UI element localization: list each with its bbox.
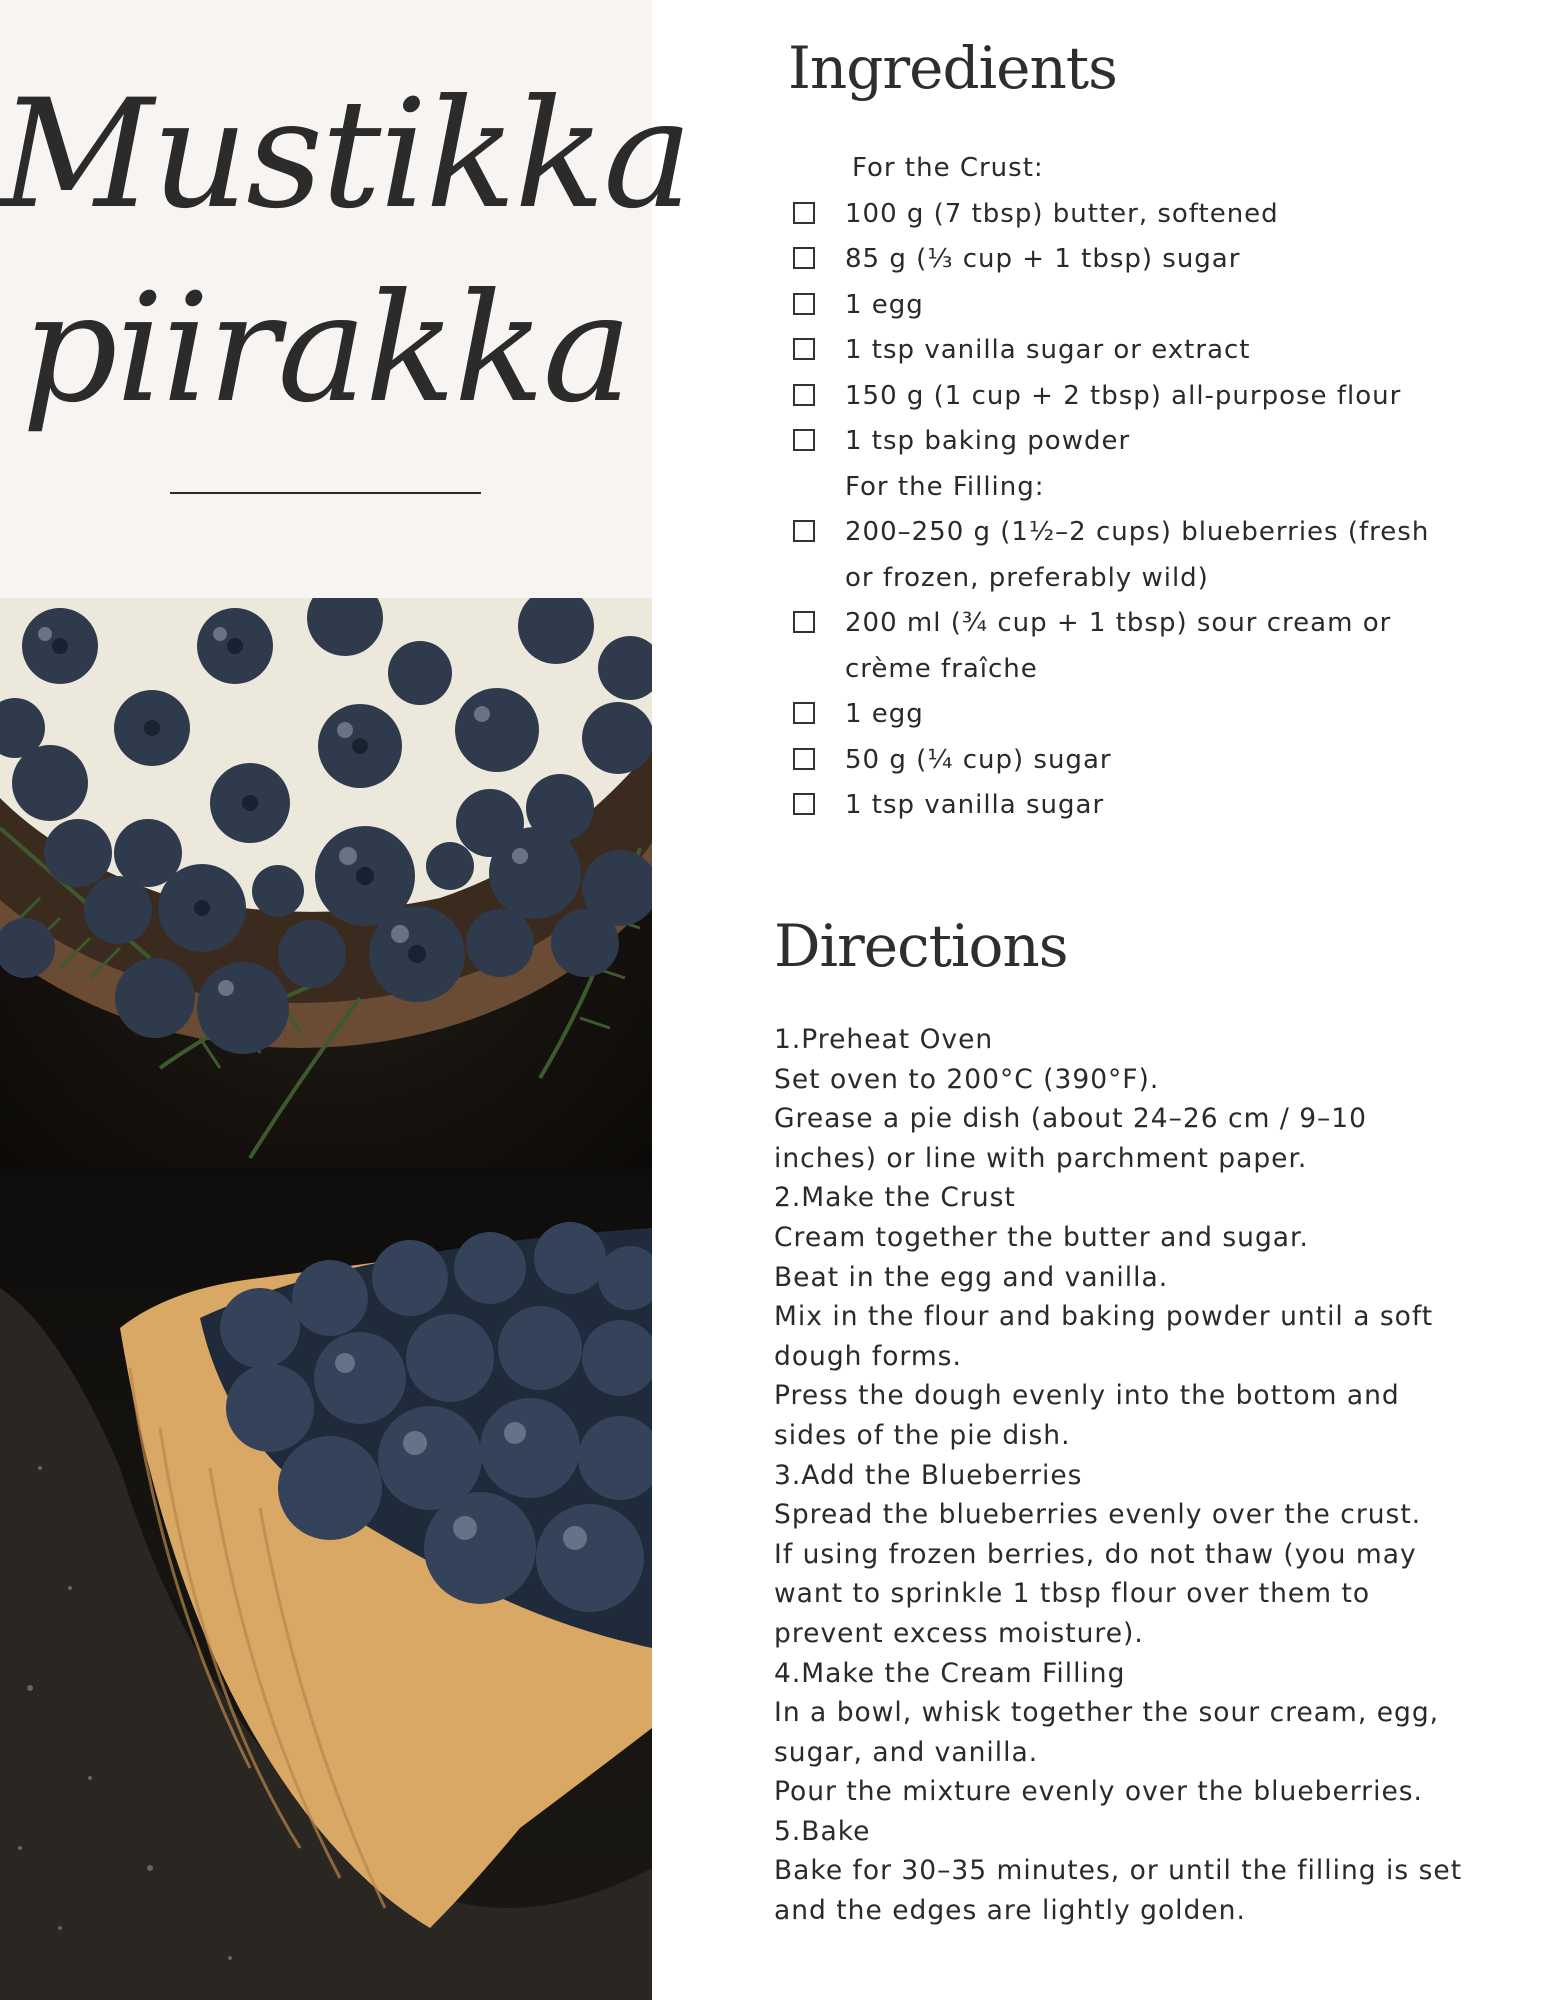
ingredient-item: [788, 328, 1488, 374]
ingredient-text: 1 tsp vanilla sugar: [845, 790, 1105, 820]
direction-line: and the edges are lightly golden.: [774, 1895, 1246, 1927]
blueberry-crown: [356, 867, 374, 885]
direction-step-title: 3.Add the Blueberries: [774, 1459, 1083, 1491]
blueberry: [292, 1260, 368, 1336]
highlight: [504, 1422, 526, 1444]
blueberry: [278, 1436, 382, 1540]
sugar-speck: [228, 1956, 232, 1960]
ingredient-text: 1 egg: [845, 699, 924, 729]
sugar-speck: [68, 1586, 72, 1590]
blueberry-crown: [352, 738, 368, 754]
direction-line: Mix in the flour and baking powder until a soft: [774, 1301, 1434, 1333]
checkbox-icon[interactable]: [793, 748, 815, 770]
ingredient-item: [788, 601, 1488, 647]
direction-line: In a bowl, whisk together the sour cream, egg,: [774, 1697, 1440, 1729]
directions-heading: Directions: [774, 912, 1068, 980]
sugar-speck: [38, 1466, 42, 1470]
blueberry: [551, 909, 619, 977]
ingredient-text: 100 g (7 tbsp) butter, softened: [845, 198, 1279, 229]
ingredient-item: [788, 374, 1488, 420]
blueberry: [84, 876, 152, 944]
blueberry: [115, 958, 195, 1038]
direction-line: inches) or line with parchment paper.: [774, 1142, 1308, 1174]
recipe-title-line-1: Mustikka: [0, 68, 691, 242]
photo2-illustration: [0, 1168, 652, 2000]
direction-line: Set oven to 200°C (390°F).: [774, 1063, 1160, 1095]
ingredients-list: [788, 146, 1488, 829]
ingredient-item: [788, 419, 1488, 465]
sugar-speck: [27, 1685, 33, 1691]
ingredient-subheading-filling: [788, 465, 1488, 511]
checkbox-icon[interactable]: [793, 611, 815, 633]
left-column: [0, 0, 691, 2000]
blueberry: [44, 819, 112, 887]
direction-step-title: 1.Preheat Oven: [774, 1024, 994, 1055]
direction-step-title: 5.Bake: [774, 1815, 871, 1847]
ingredient-item: [788, 692, 1488, 738]
direction-line: Cream together the butter and sugar.: [774, 1221, 1309, 1253]
direction-line: Grease a pie dish (about 24–26 cm / 9–10: [774, 1103, 1368, 1135]
ingredient-text: 200–250 g (1½–2 cups) blueberries (fresh: [845, 517, 1430, 547]
ingredient-subheading-crust: [788, 146, 1488, 192]
sugar-speck: [18, 1846, 22, 1850]
direction-line: Bake for 30–35 minutes, or until the filling is set: [774, 1855, 1463, 1887]
blueberry: [278, 920, 346, 988]
checkbox-icon[interactable]: [793, 202, 815, 224]
directions-list: [774, 1020, 1474, 1931]
photo1-illustration: [0, 598, 652, 1168]
ingredient-text: 50 g (¼ cup) sugar: [845, 744, 1112, 775]
blueberry: [372, 1240, 448, 1316]
blueberry: [480, 1398, 580, 1498]
title-panel: [0, 0, 691, 598]
ingredient-item: [788, 783, 1488, 829]
direction-line: If using frozen berries, do not thaw (you may: [774, 1538, 1417, 1570]
blueberry: [498, 1306, 582, 1390]
ingredient-item: [788, 237, 1488, 283]
checkbox-icon[interactable]: [793, 520, 815, 542]
sugar-speck: [58, 1926, 62, 1930]
direction-line: dough forms.: [774, 1340, 962, 1372]
blueberry: [489, 827, 581, 919]
blueberry-crown: [144, 720, 160, 736]
blueberry: [12, 745, 88, 821]
blueberry-crown: [408, 945, 426, 963]
highlight: [339, 847, 357, 865]
blueberry: [534, 1222, 606, 1294]
direction-line: prevent excess moisture).: [774, 1617, 1144, 1649]
blueberry: [197, 962, 289, 1054]
recipe-title-line-2: piirakka: [21, 262, 631, 436]
checkbox-icon[interactable]: [793, 793, 815, 815]
blueberry: [252, 865, 304, 917]
highlight: [38, 627, 52, 641]
highlight: [403, 1431, 427, 1455]
blueberry: [582, 702, 652, 774]
blueberry-crown: [52, 638, 68, 654]
ingredient-item: [788, 192, 1488, 238]
ingredient-item: [788, 738, 1488, 784]
direction-line: sides of the pie dish.: [774, 1419, 1071, 1451]
highlight: [218, 980, 234, 996]
highlight: [563, 1526, 587, 1550]
highlight: [512, 848, 528, 864]
direction-line: sugar, and vanilla.: [774, 1736, 1039, 1768]
right-column: [652, 0, 1545, 2000]
blueberry: [314, 1332, 406, 1424]
highlight: [391, 925, 409, 943]
photo-cream-blueberry-tart-top: [0, 598, 652, 1168]
highlight: [335, 1353, 355, 1373]
sugar-speck: [88, 1776, 92, 1780]
direction-line: Beat in the egg and vanilla.: [774, 1261, 1169, 1293]
checkbox-icon[interactable]: [793, 293, 815, 315]
direction-line: Spread the blueberries evenly over the crust.: [774, 1499, 1422, 1531]
direction-line: want to sprinkle 1 tbsp flour over them to: [774, 1578, 1371, 1610]
direction-step-title: 4.Make the Cream Filling: [774, 1657, 1126, 1689]
blueberry: [455, 688, 539, 772]
ingredient-text: 1 tsp vanilla sugar or extract: [845, 335, 1251, 365]
direction-line: Pour the mixture evenly over the blueberries.: [774, 1776, 1423, 1808]
checkbox-icon[interactable]: [793, 247, 815, 269]
ingredient-text: or frozen, preferably wild): [845, 562, 1209, 593]
ingredient-item: [788, 283, 1488, 329]
ingredient-continuation: [788, 556, 1488, 602]
highlight: [453, 1516, 477, 1540]
ingredient-continuation: [788, 647, 1488, 693]
direction-step-title: 2.Make the Crust: [774, 1182, 1016, 1214]
ingredient-text: 1 egg: [845, 289, 924, 320]
highlight: [213, 627, 227, 641]
blueberry: [426, 842, 474, 890]
blueberry: [424, 1492, 536, 1604]
ingredient-item: [788, 510, 1488, 556]
ingredient-text: 85 g (⅓ cup + 1 tbsp) sugar: [845, 244, 1241, 274]
checkbox-icon[interactable]: [793, 338, 815, 360]
ingredient-text: For the Crust:: [852, 153, 1044, 183]
blueberry: [406, 1314, 494, 1402]
ingredient-text: 150 g (1 cup + 2 tbsp) all-purpose flour: [845, 380, 1402, 411]
blueberry-crown: [227, 638, 243, 654]
sugar-speck: [147, 1865, 153, 1871]
blueberry: [220, 1288, 300, 1368]
ingredient-text: 1 tsp baking powder: [845, 426, 1131, 456]
highlight: [474, 706, 490, 722]
highlight: [337, 722, 353, 738]
ingredient-text: For the Filling:: [845, 471, 1045, 502]
blueberry-crown: [194, 900, 210, 916]
direction-line: Press the dough evenly into the bottom and: [774, 1380, 1400, 1412]
ingredient-text: 200 ml (¾ cup + 1 tbsp) sour cream or: [845, 608, 1392, 638]
photo-blueberry-tart-side: [0, 1168, 652, 2000]
blueberry: [226, 1364, 314, 1452]
ingredients-heading: Ingredients: [788, 34, 1117, 102]
checkbox-icon[interactable]: [793, 429, 815, 451]
checkbox-icon[interactable]: [793, 384, 815, 406]
blueberry: [466, 909, 534, 977]
checkbox-icon[interactable]: [793, 702, 815, 724]
ingredient-text: crème fraîche: [845, 653, 1038, 684]
title-divider: [170, 492, 481, 494]
blueberry: [536, 1504, 644, 1612]
blueberry: [454, 1232, 526, 1304]
blueberry-crown: [242, 795, 258, 811]
blueberry: [388, 641, 452, 705]
